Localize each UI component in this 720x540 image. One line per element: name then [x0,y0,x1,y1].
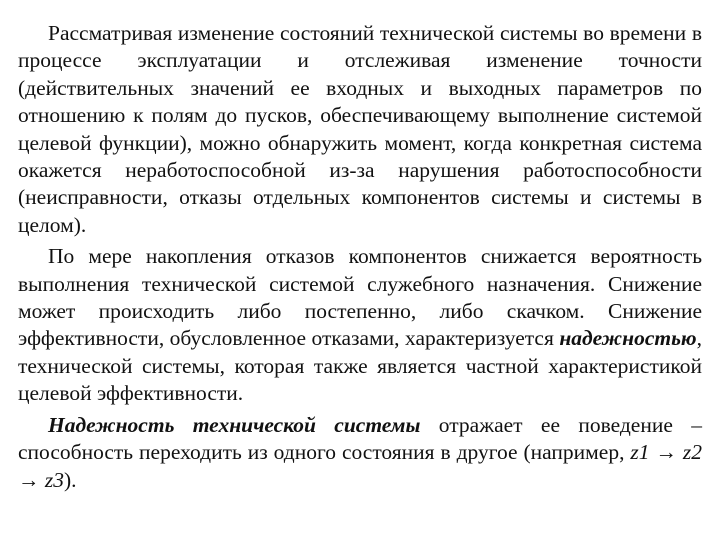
state-z1: z1 [630,440,650,465]
document-body [18,20,702,498]
paragraph-2-text-start: По мере накопления отказов компонентов снижается вероятность выполнения технической системой служебного назначения. Снижение может происходить либо постепенно, либо скачком. Снижение эффективности, обусловленное отказами, характеризуется [18,244,702,351]
paragraph-3-end: ). [64,467,77,492]
arrow-icon: → [18,467,40,492]
term-system-reliability: Надежность технической системы [48,412,421,437]
paragraph-failure-accumulation [18,243,702,407]
paragraph-2-text-end: , технической системы, которая также является частной характеристикой целевой эффективности. [18,326,702,406]
paragraph-reliability-definition [18,412,702,494]
paragraph-state-change: Рассматривая изменение состояний технической системы во времени в процессе эксплуатации и отслеживая изменение точности (действительных значений ее входных и выходных параметров по отношению к полям до пусков, обеспечивающему выполнение системой целевой функции), можно обнаружить момент, когда конкретная система окажется неработоспособной из-за нарушения работоспособности (неисправности, отказы отдельных компонентов системы и системы в целом). [18,21,702,237]
state-z3: z3 [44,467,64,492]
state-z2: z2 [682,440,703,465]
term-reliability: надежностью [559,326,697,351]
arrow-icon: → [655,440,677,465]
paragraph-3-text: отражает ее поведение – способность переходить из одного состояния в другое (например, [18,412,703,465]
